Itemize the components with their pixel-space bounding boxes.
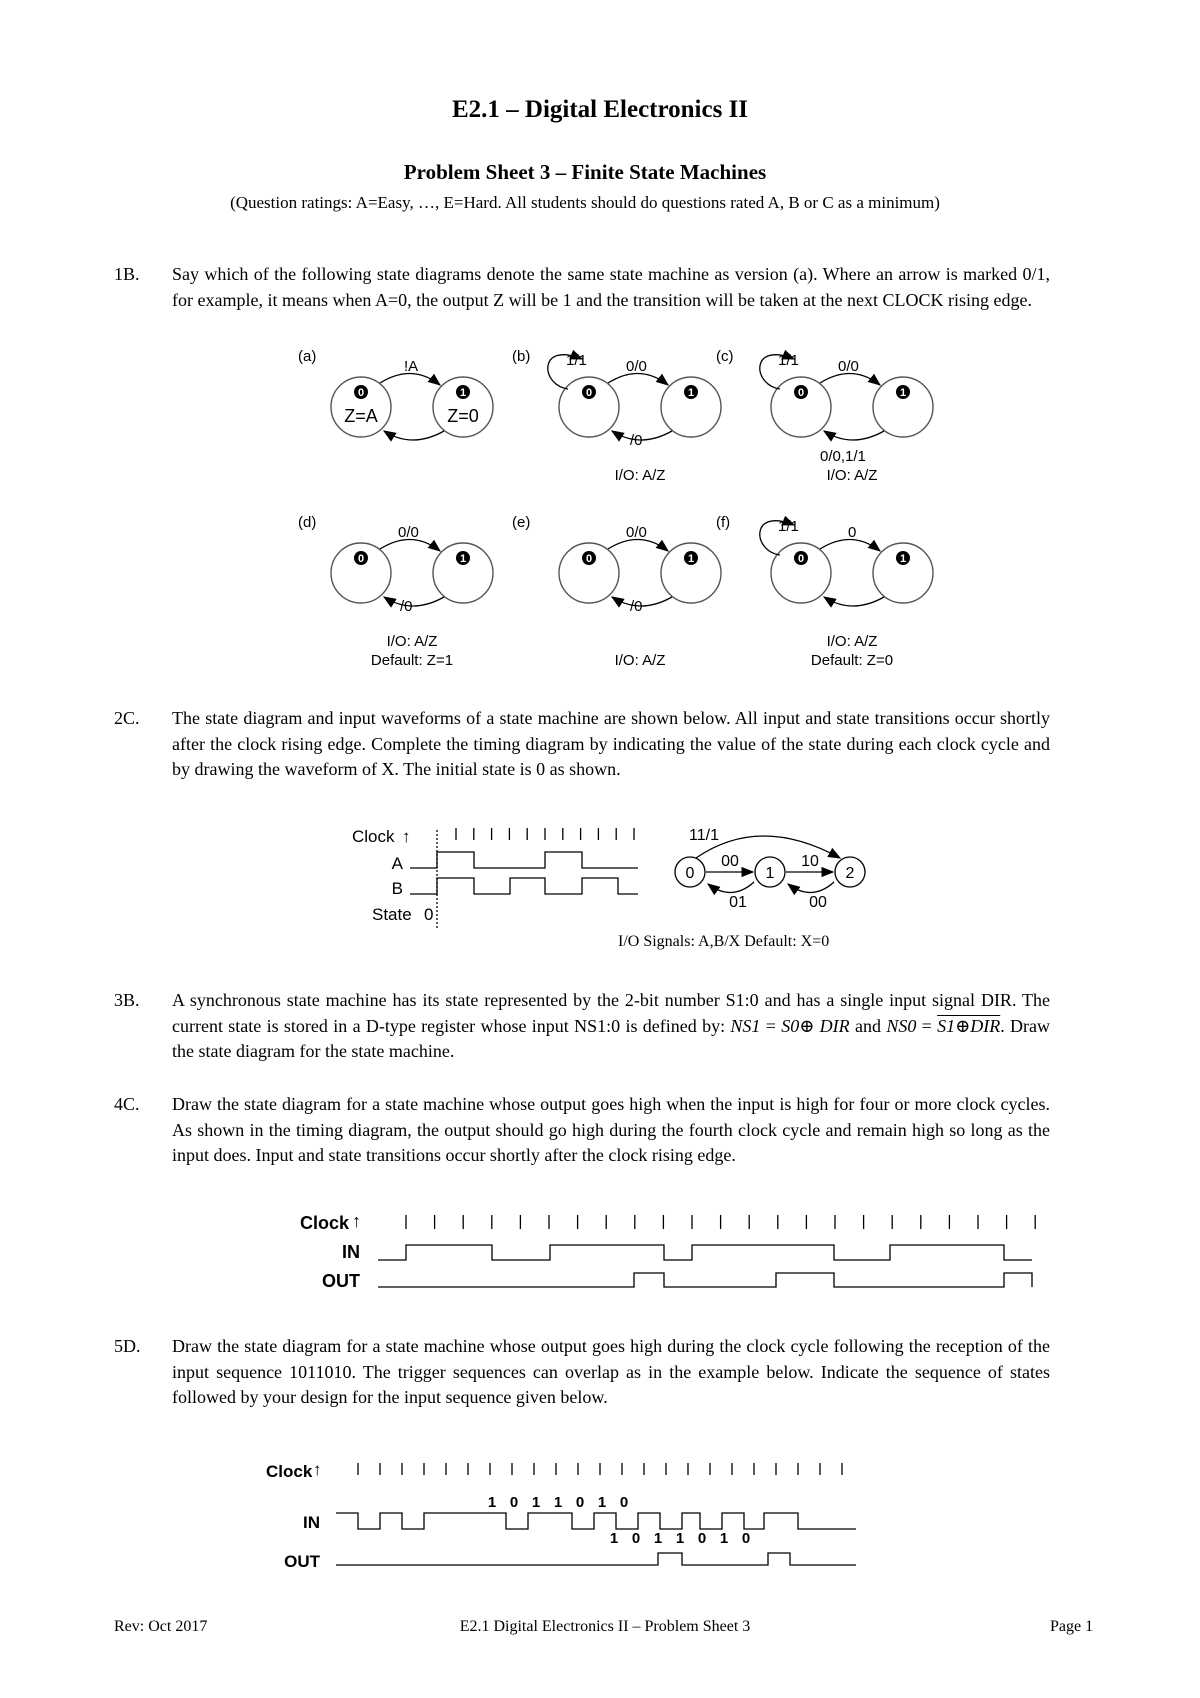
q4-timing-figure (290, 1205, 1060, 1295)
footer-page-number: Page 1 (1050, 1618, 1094, 1635)
state-label: 0 (797, 553, 805, 565)
clock-ticks (406, 1215, 1035, 1229)
sequence-bit: 0 (509, 1494, 519, 1511)
state-output: Z=0 (447, 406, 479, 426)
state-label: 0 (797, 387, 805, 399)
equation-dir: DIR (819, 1015, 850, 1036)
arc-label: 0/0 (838, 358, 859, 375)
sequence-bit: 1 (553, 1494, 563, 1511)
panel-label-b: (b) (512, 348, 531, 365)
default-label: Default: Z=0 (810, 652, 894, 665)
equation-ns0: NS0 (886, 1015, 917, 1036)
footer-title: E2.1 Digital Electronics II – Problem Sheet 3 (459, 1618, 751, 1635)
self-loop-label: 1/1 (778, 518, 799, 535)
arc-label: 0/0,1/1 (820, 448, 866, 465)
footer-revision: Rev: Oct 2017 (114, 1618, 208, 1635)
panel-label-a: (a) (298, 348, 317, 365)
transition-label: 00 (721, 853, 739, 870)
state-label: 1 (687, 387, 695, 399)
sequence-bit: 1 (653, 1530, 663, 1547)
state-node-2: 2 (845, 865, 855, 882)
state-label: 1 (899, 553, 907, 565)
sequence-bit: 1 (609, 1530, 619, 1547)
sequence-bit: 0 (697, 1530, 707, 1547)
arc-label: /0 (400, 598, 413, 615)
io-label: I/O: A/Z (826, 633, 878, 650)
transition-label: 11/1 (689, 827, 719, 844)
state-diagrams-figure (280, 345, 940, 665)
state-node-1: 1 (765, 865, 775, 882)
arc-label: /0 (630, 598, 643, 615)
default-label: Default: Z=1 (370, 652, 454, 665)
state-output: Z=A (344, 406, 378, 426)
arc-label: !A (404, 358, 419, 375)
question-number: 1B. (114, 264, 140, 284)
state-row-label: State (372, 905, 412, 924)
clock-label: Clock (300, 1213, 350, 1233)
page-subtitle: Problem Sheet 3 – Finite State Machines (403, 160, 767, 184)
panel-label-c: (c) (716, 348, 734, 365)
question-number: 5D. (114, 1336, 141, 1356)
question-text: A synchronous state machine has its state represented by the 2-bit number S1:0 and has a single input signal DIR. The current state is stored in a D-type register whose input NS1:0 is defined by: (172, 990, 1050, 1036)
transition-label: 10 (801, 853, 819, 870)
sequence-bit: 1 (531, 1494, 541, 1511)
clock-label: Clock (352, 827, 395, 846)
state-label: 1 (899, 387, 907, 399)
sequence-bit: 0 (575, 1494, 585, 1511)
clock-arrow-icon: ↑ (313, 1460, 322, 1479)
question-3b: 3B. A synchronous state machine has its state represented by the 2-bit number S1:0 and has a single input signal DIR. The current state is stored in a D-type register whose input NS1:0 is defined by: NS1 = S0⊕ DIR and NS0 = S1⊕DIR. Draw the state diagram for the state machine. (114, 990, 1051, 1061)
question-number: 3B. (114, 990, 140, 1010)
state-label: 0 (357, 387, 365, 399)
question-text: The state diagram and input waveforms of a state machine are shown below. All input and state transitions occur shortly after the clock rising edge. Complete the timing diagram by indicating the value of the state during each clock cycle and by drawing the waveform of X. The initial state is 0 as shown. (172, 708, 1050, 779)
sequence-bit: 1 (719, 1530, 729, 1547)
clock-arrow-icon: ↑ (402, 827, 411, 846)
clock-label: Clock (266, 1462, 313, 1481)
transition-label: 01 (729, 894, 747, 911)
equation-s1-xor-dir: S1⊕DIR (937, 1015, 1001, 1036)
question-text: Draw the state diagram for a state machine whose output goes high when the input is high for four or more clock cycles. As shown in the timing diagram, the output should go high during the fourth clock cycle and remain high so long as the input does. Input and state transitions occur shortly after the clock rising edge. (172, 1094, 1050, 1165)
initial-state-value: 0 (424, 905, 434, 924)
arc-label: 0 (848, 524, 857, 541)
question-number: 4C. (114, 1094, 140, 1114)
sequence-bit: 1 (487, 1494, 497, 1511)
equation-ns1: NS1 (730, 1015, 761, 1036)
state-node-0: 0 (685, 865, 695, 882)
io-label: I/O: A/Z (614, 467, 666, 484)
panel-label-e: (e) (512, 514, 531, 531)
signal-label-in: IN (303, 1513, 320, 1532)
question-text: Draw the state diagram for a state machine whose output goes high during the clock cycle following the reception of the input sequence 1011010. The trigger sequences can overlap as in the example below. Indicate the sequence of states followed by your design for the input sequence given below. (172, 1336, 1050, 1407)
sequence-bit: 1 (675, 1530, 685, 1547)
q2-timing-and-state-figure (340, 820, 900, 955)
state-label: 0 (585, 553, 593, 565)
panel-label-f: (f) (716, 514, 731, 531)
signal-label-a: A (391, 854, 403, 873)
signal-label-b: B (391, 879, 403, 898)
state-label: 1 (459, 387, 467, 399)
io-label: I/O: A/Z (614, 652, 666, 665)
q5-timing-figure (260, 1455, 920, 1575)
io-label: I/O: A/Z (386, 633, 438, 650)
panel-label-d: (d) (298, 514, 317, 531)
question-number: 2C. (114, 708, 140, 728)
arc-label: 0/0 (626, 358, 647, 375)
state-label: 1 (687, 553, 695, 565)
arc-label: /0 (630, 432, 643, 449)
question-4c (114, 1092, 1050, 1169)
clock-ticks (358, 1463, 842, 1475)
arc-label: 0/0 (398, 524, 419, 541)
question-ratings-note: (Question ratings: A=Easy, …, E=Hard. All students should do questions rated A, B or C as a minimum) (230, 193, 940, 212)
arc-label: 0/0 (626, 524, 647, 541)
transition-label: 00 (809, 894, 827, 911)
signal-label-out: OUT (284, 1552, 320, 1571)
clock-arrow-icon: ↑ (352, 1211, 361, 1231)
signal-label-in: IN (342, 1242, 360, 1262)
equation-s0: S0 (781, 1015, 800, 1036)
self-loop-label: 1/1 (778, 352, 799, 369)
sequence-bit: 1 (597, 1494, 607, 1511)
page-title: E2.1 – Digital Electronics II (451, 96, 749, 123)
self-loop-label: 1/1 (566, 352, 587, 369)
question-text: Say which of the following state diagrams denote the same state machine as version (a). Where an arrow is marked 0/1, for example, it means when A=0, the output Z will be 1 and the transition will be taken at the next CLOCK rising edge. (172, 264, 1050, 310)
state-label: 1 (459, 553, 467, 565)
sequence-bit: 0 (741, 1530, 751, 1547)
state-label: 0 (357, 553, 365, 565)
state-label: 0 (585, 387, 593, 399)
question-text-end: . Draw the state diagram for the state machine. (172, 1015, 1051, 1061)
question-5d (114, 1334, 1050, 1411)
io-label: I/O: A/Z (826, 467, 878, 484)
sequence-bit: 0 (619, 1494, 629, 1511)
clock-ticks (456, 828, 634, 840)
question-2c (114, 706, 1050, 783)
io-signals-label: I/O Signals: A,B/X Default: X=0 (618, 933, 830, 950)
signal-label-out: OUT (322, 1271, 360, 1291)
sequence-bit: 0 (631, 1530, 641, 1547)
question-1b (114, 262, 1050, 313)
